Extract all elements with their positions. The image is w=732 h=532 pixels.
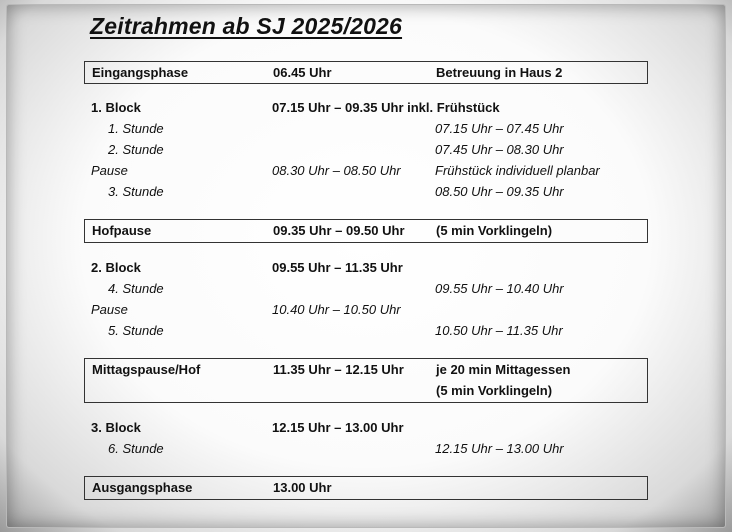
row-label: 5. Stunde: [108, 323, 164, 338]
row-label: Eingangsphase: [92, 65, 189, 80]
row-label: 1. Stunde: [108, 121, 164, 136]
row-time: 08.30 Uhr – 08.50 Uhr: [272, 163, 401, 178]
row-label: Mittagspause/Hof: [92, 362, 201, 377]
row-block-1: [84, 97, 648, 118]
row-stunde-2: [84, 139, 648, 160]
row-label: Ausgangsphase: [92, 480, 193, 495]
row-time: 09.35 Uhr – 09.50 Uhr: [273, 223, 405, 238]
row-note-secondary: (5 min Vorklingeln): [436, 383, 553, 398]
row-note: 07.15 Uhr – 07.45 Uhr: [435, 121, 564, 136]
row-time: 13.00 Uhr: [273, 480, 332, 495]
row-block-2: [84, 257, 648, 278]
row-label: 4. Stunde: [108, 281, 164, 296]
row-label: Pause: [91, 163, 128, 178]
row-stunde-6: [84, 438, 648, 459]
row-stunde-5: [84, 320, 648, 341]
document-title: Zeitrahmen ab SJ 2025/2026: [90, 13, 403, 39]
row-note: 10.50 Uhr – 11.35 Uhr: [435, 323, 563, 338]
row-time: 06.45 Uhr: [273, 65, 332, 80]
row-label: 2. Block: [91, 260, 141, 275]
row-note: Frühstück individuell planbar: [435, 163, 600, 178]
row-pause-2: [84, 299, 648, 320]
row-label: 6. Stunde: [108, 441, 164, 456]
row-time: 07.15 Uhr – 09.35 Uhr inkl. Frühstück: [272, 100, 500, 115]
row-stunde-4: [84, 278, 648, 299]
row-note: 12.15 Uhr – 13.00 Uhr: [435, 441, 564, 456]
row-time: 11.35 Uhr – 12.15 Uhr: [273, 362, 404, 377]
row-note: je 20 min Mittagessen: [436, 362, 571, 377]
row-time: 12.15 Uhr – 13.00 Uhr: [272, 420, 404, 435]
row-mittagspause: [84, 358, 648, 403]
row-stunde-1: [84, 118, 648, 139]
row-eingangsphase: [84, 61, 648, 84]
row-time: 09.55 Uhr – 11.35 Uhr: [272, 260, 403, 275]
row-ausgangsphase: [84, 476, 648, 500]
row-label: 1. Block: [91, 100, 141, 115]
row-pause-1: [84, 160, 648, 181]
row-label: 3. Block: [91, 420, 141, 435]
row-label: Hofpause: [92, 223, 152, 238]
row-label: Pause: [91, 302, 128, 317]
row-time: 10.40 Uhr – 10.50 Uhr: [272, 302, 401, 317]
row-block-3: [84, 417, 648, 438]
row-note: Betreuung in Haus 2: [436, 65, 563, 80]
row-stunde-3: [84, 181, 648, 202]
row-note: (5 min Vorklingeln): [436, 223, 553, 238]
row-label: 3. Stunde: [108, 184, 164, 199]
row-note: 07.45 Uhr – 08.30 Uhr: [435, 142, 564, 157]
row-hofpause: [84, 219, 648, 243]
row-label: 2. Stunde: [108, 142, 164, 157]
row-note: 09.55 Uhr – 10.40 Uhr: [435, 281, 564, 296]
row-note: 08.50 Uhr – 09.35 Uhr: [435, 184, 564, 199]
